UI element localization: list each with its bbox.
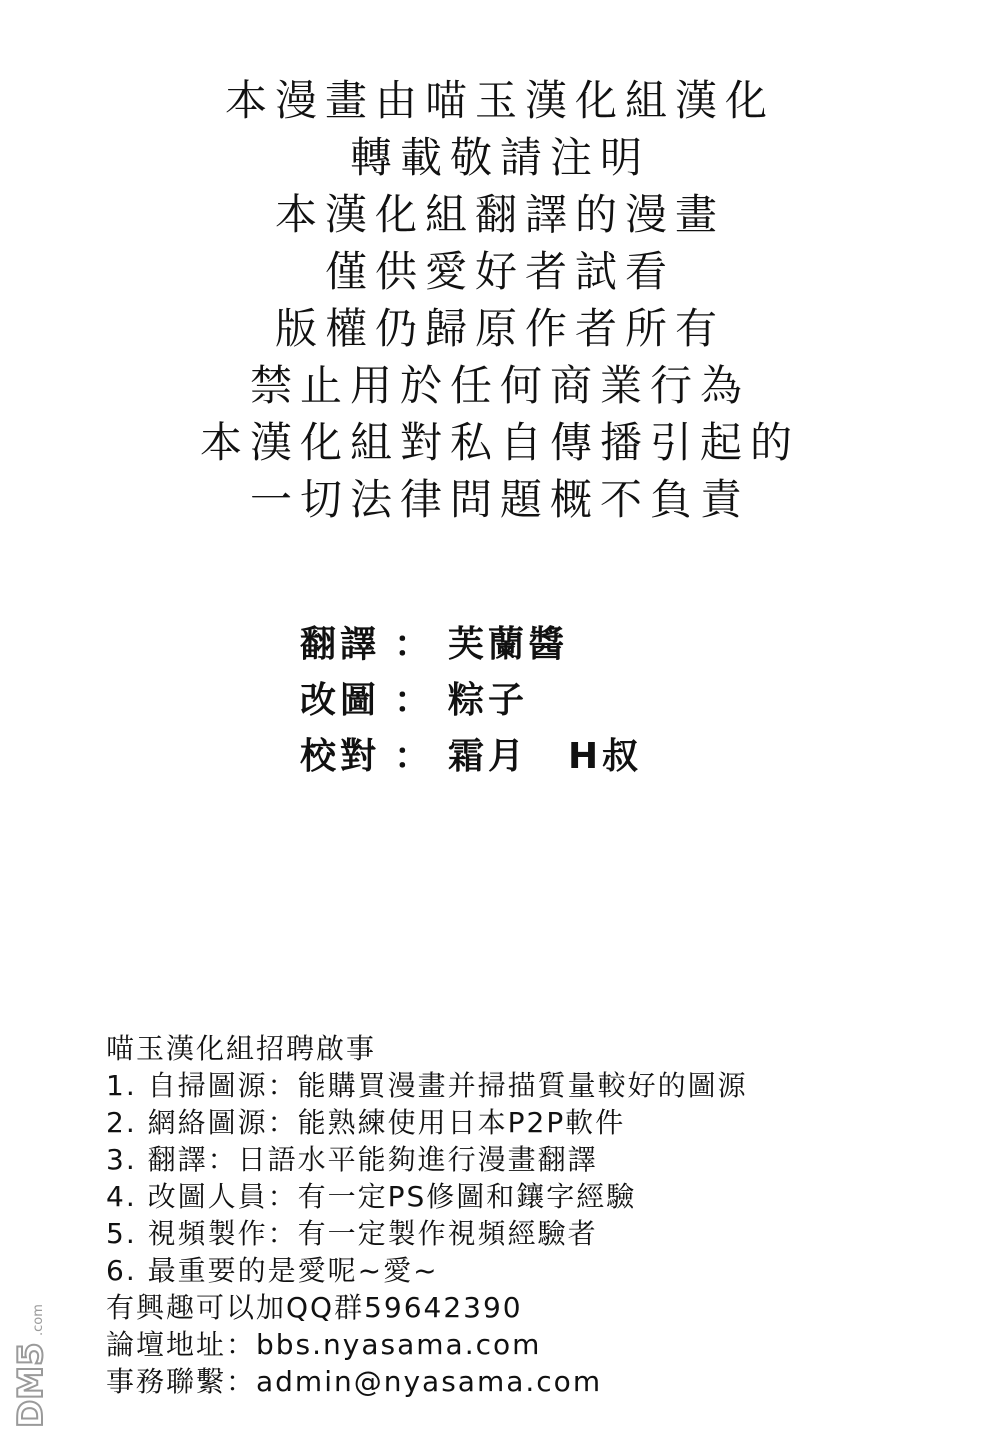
credit-separator: ： xyxy=(394,624,435,665)
recruitment-item: 6. 最重要的是愛呢~愛~ xyxy=(106,1254,439,1287)
recruitment-item: 3. 翻譯：日語水平能夠進行漫畫翻譯 xyxy=(106,1143,598,1176)
notice-line: 本漢化組對私自傳播引起的 xyxy=(199,418,800,467)
notice-line: 本漫畫由喵玉漢化組漢化 xyxy=(224,76,775,125)
notice-line: 本漢化組翻譯的漫畫 xyxy=(274,190,725,239)
dm5-watermark-logo xyxy=(4,1268,60,1438)
svg-text:DM5: DM5 xyxy=(11,1342,51,1428)
notice-line: 僅供愛好者試看 xyxy=(324,247,675,296)
credit-separator: ： xyxy=(394,736,435,777)
notice-line: 轉載敬請注明 xyxy=(349,133,650,182)
recruitment-item: 5. 視頻製作：有一定製作視頻經驗者 xyxy=(106,1217,598,1250)
svg-text:.com: .com xyxy=(31,1304,46,1336)
credit-role: 翻譯 xyxy=(300,624,381,665)
watermark-graphic xyxy=(4,1268,60,1438)
recruitment-notice xyxy=(106,1030,926,1400)
recruitment-item: 1. 自掃圖源：能購買漫畫并掃描質量較好的圖源 xyxy=(106,1069,748,1102)
recruitment-item: 2. 網絡圖源：能熟練使用日本P2P軟件 xyxy=(106,1106,626,1139)
credit-name: 粽子 xyxy=(448,680,529,721)
recruitment-title: 喵玉漢化組招聘啟事 xyxy=(106,1032,377,1065)
staff-credits xyxy=(300,617,820,785)
notice-line: 禁止用於任何商業行為 xyxy=(249,361,750,410)
credit-role: 校對 xyxy=(300,736,381,777)
notice-line: 一切法律問題概不負責 xyxy=(249,475,750,524)
credit-row-translation xyxy=(300,617,820,673)
notice-line: 版權仍歸原作者所有 xyxy=(274,304,725,353)
forum-address: 論壇地址：bbs.nyasama.com xyxy=(106,1328,542,1361)
credit-role: 改圖 xyxy=(300,680,381,721)
copyright-notice xyxy=(0,72,1000,528)
credit-row-editing xyxy=(300,673,820,729)
credit-name: 霜月 H叔 xyxy=(448,736,643,777)
qq-group: 有興趣可以加QQ群59642390 xyxy=(106,1291,523,1324)
credit-name: 芙蘭醬 xyxy=(448,624,569,665)
credit-separator: ： xyxy=(394,680,435,721)
credit-row-proofreading xyxy=(300,729,820,785)
contact-email: 事務聯繫：admin@nyasama.com xyxy=(106,1365,603,1398)
recruitment-item: 4. 改圖人員：有一定PS修圖和鑲字經驗 xyxy=(106,1180,637,1213)
